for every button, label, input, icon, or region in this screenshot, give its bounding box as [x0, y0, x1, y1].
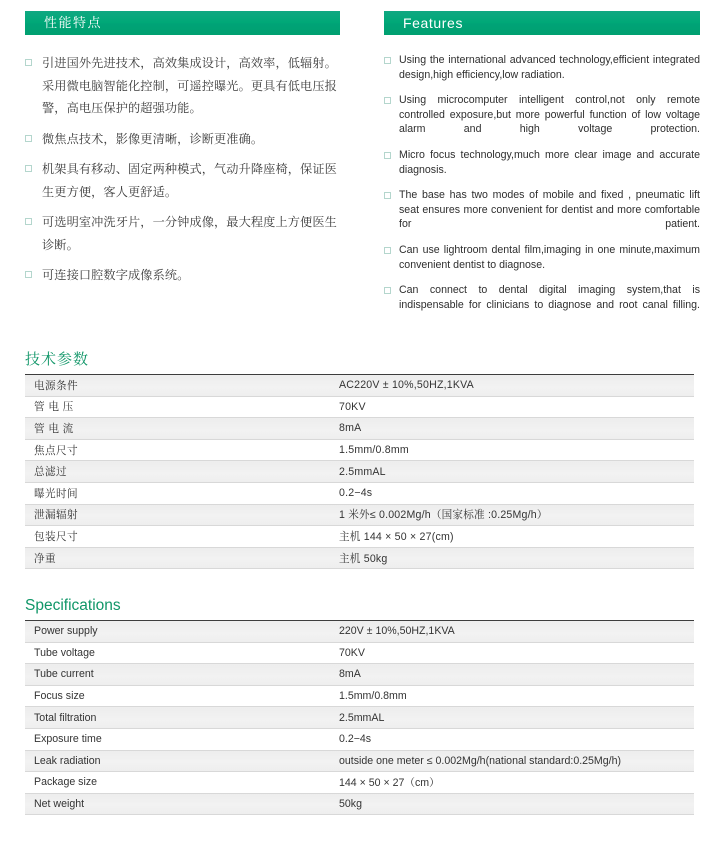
list-item [25, 128, 340, 151]
row-label: Net weight [25, 793, 330, 815]
table-row [25, 772, 694, 794]
table-row [25, 685, 694, 707]
list-item [384, 283, 700, 312]
checkbox-square-icon [384, 152, 391, 159]
checkbox-square-icon [25, 135, 32, 142]
row-value: outside one meter ≤ 0.002Mg/h(national standard:0.25Mg/h) [330, 750, 694, 772]
table-row [25, 547, 694, 569]
list-item-text: Can connect to dental digital imaging system,that is indispensable for clinicians to diagnose and root canal filling. [399, 284, 700, 311]
list-item [384, 53, 700, 82]
row-value: 70KV [330, 396, 694, 418]
row-value: 220V ± 10%,50HZ,1KVA [330, 621, 694, 643]
technical-parameters-table [25, 374, 694, 569]
row-value: 2.5mmAL [330, 707, 694, 729]
row-label: 净重 [25, 547, 330, 569]
table-body [25, 375, 694, 569]
row-value: 8mA [330, 664, 694, 686]
row-value: 1 米外≤ 0.002Mg/h（国家标准 :0.25Mg/h） [330, 504, 694, 526]
checkbox-square-icon [25, 59, 32, 66]
row-value: 50kg [330, 793, 694, 815]
checkbox-square-icon [384, 247, 391, 254]
list-item [25, 52, 340, 120]
table-row [25, 396, 694, 418]
table-row [25, 750, 694, 772]
specifications-table [25, 620, 694, 815]
row-value: 1.5mm/0.8mm [330, 685, 694, 707]
list-item-text: 可选明室冲洗牙片，一分钟成像，最大程度上方便医生诊断。 [42, 215, 337, 252]
row-value: 0.2−4s [330, 482, 694, 504]
row-value: 2.5mmAL [330, 461, 694, 483]
row-label: 包装尺寸 [25, 526, 330, 548]
table-row [25, 707, 694, 729]
row-label: Focus size [25, 685, 330, 707]
row-value: AC220V ± 10%,50HZ,1KVA [330, 375, 694, 397]
list-item-text: 机架具有移动、固定两种模式，气动升降座椅，保证医生更方便，客人更舒适。 [42, 162, 337, 199]
row-label: Tube current [25, 664, 330, 686]
row-label: Leak radiation [25, 750, 330, 772]
list-item-text: Using the international advanced technology,efficient integrated design,high efficiency,low radiation. [399, 54, 700, 81]
table-row [25, 482, 694, 504]
row-label: 曝光时间 [25, 482, 330, 504]
checkbox-square-icon [384, 97, 391, 104]
row-value: 1.5mm/0.8mm [330, 439, 694, 461]
features-chinese-list [25, 52, 340, 287]
specifications-title: Specifications [25, 597, 121, 614]
features-chinese-header: 性能特点 [25, 11, 340, 35]
list-item-text: Micro focus technology,much more clear image and accurate diagnosis. [399, 148, 700, 176]
list-item [384, 148, 700, 177]
checkbox-square-icon [25, 165, 32, 172]
list-item [25, 211, 340, 256]
list-item-text: Can use lightroom dental film,imaging in one minute,maximum convenient dentist to diagnose. [399, 243, 700, 271]
row-label: Package size [25, 772, 330, 794]
features-section [0, 0, 728, 340]
row-label: 电源条件 [25, 375, 330, 397]
technical-parameters-section [25, 350, 694, 569]
row-label: 管 电 压 [25, 396, 330, 418]
list-item-text: 引进国外先进技术，高效集成设计，高效率，低辐射。采用微电脑智能化控制，可遥控曝光。更具有低电压报警，高电压保护的超强功能。 [42, 56, 337, 115]
table-row [25, 642, 694, 664]
features-english-header: Features [384, 11, 700, 35]
row-label: 总滤过 [25, 461, 330, 483]
table-body [25, 621, 694, 815]
table-row [25, 793, 694, 815]
row-label: 泄漏辐射 [25, 504, 330, 526]
row-label: 焦点尺寸 [25, 439, 330, 461]
row-value: 主机 144 × 50 × 27(cm) [330, 526, 694, 548]
features-column-english [364, 0, 728, 340]
row-value: 144 × 50 × 27（cm） [330, 772, 694, 794]
row-label: Exposure time [25, 728, 330, 750]
checkbox-square-icon [384, 287, 391, 294]
table-row [25, 526, 694, 548]
list-item [25, 264, 340, 287]
features-column-chinese [0, 0, 364, 340]
list-item-text: Using microcomputer intelligent control,not only remote controlled exposure,but more powerful function of low voltage alarm and high voltage protection. [399, 94, 700, 136]
row-label: 管 电 流 [25, 418, 330, 440]
checkbox-square-icon [384, 192, 391, 199]
table-row [25, 439, 694, 461]
features-english-list [384, 53, 700, 312]
checkbox-square-icon [25, 218, 32, 225]
row-value: 70KV [330, 642, 694, 664]
list-item [384, 188, 700, 232]
table-row [25, 375, 694, 397]
row-label: Tube voltage [25, 642, 330, 664]
table-row [25, 664, 694, 686]
table-row [25, 621, 694, 643]
row-label: Power supply [25, 621, 330, 643]
technical-parameters-title: 技术参数 [25, 351, 90, 368]
table-row [25, 728, 694, 750]
list-item-text: 微焦点技术，影像更清晰，诊断更准确。 [42, 131, 264, 146]
row-value: 0.2−4s [330, 728, 694, 750]
list-item [384, 243, 700, 272]
checkbox-square-icon [384, 57, 391, 64]
row-value: 8mA [330, 418, 694, 440]
table-row [25, 504, 694, 526]
checkbox-square-icon [25, 271, 32, 278]
table-row [25, 461, 694, 483]
row-value: 主机 50kg [330, 547, 694, 569]
list-item [25, 158, 340, 203]
table-row [25, 418, 694, 440]
list-item-text: 可连接口腔数字成像系统。 [42, 268, 190, 282]
specifications-section [25, 596, 694, 815]
row-label: Total filtration [25, 707, 330, 729]
list-item-text: The base has two modes of mobile and fixed , pneumatic lift seat ensures more convenient for dentist and more comfortable for patient. [399, 189, 700, 231]
list-item [384, 93, 700, 137]
